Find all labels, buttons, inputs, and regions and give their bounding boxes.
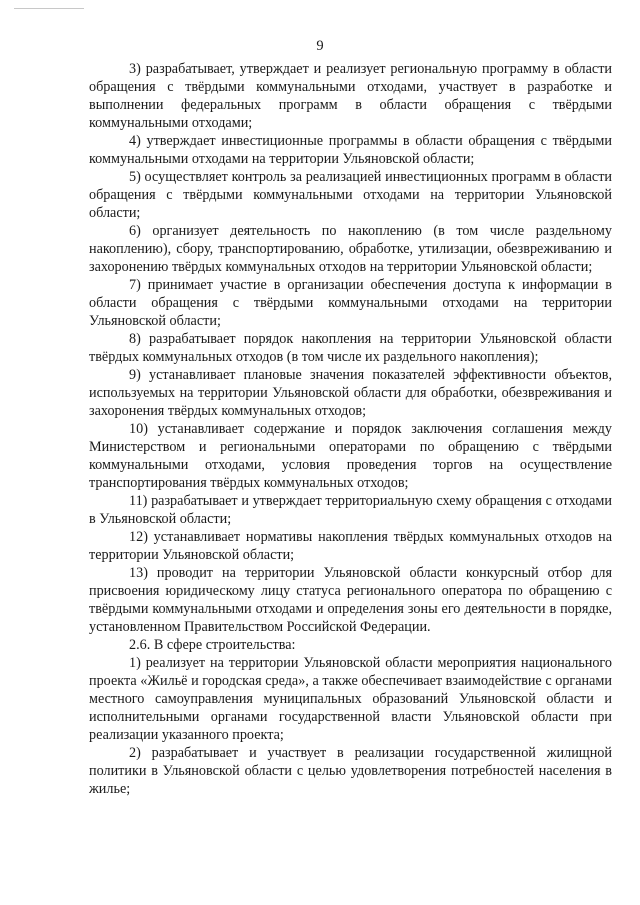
list-item: 12) устанавливает нормативы накопления твёрдых коммунальных отходов на территории Ульяновской области; xyxy=(89,529,612,563)
list-item: 1) реализует на территории Ульяновской области мероприятия национального проекта «Жильё и городская среда», а также обеспечивает взаимодействие с органами местного самоуправления муниципальных образований Ульяновской области и исполнительными органами государственной власти Ульяновской области при реализации указанного проекта; xyxy=(89,655,612,743)
list-item: 3) разрабатывает, утверждает и реализует региональную программу в области обращения с твёрдыми коммунальными отходами, участвует в разработке и выполнении федеральных программ в области обращения с твёрдыми коммунальными отходами; xyxy=(89,61,612,131)
list-item: 9) устанавливает плановые значения показателей эффективности объектов, используемых на территории Ульяновской области для обработки, обезвреживания и захоронения твёрдых коммунальных отходов; xyxy=(89,367,612,419)
list-item: 6) организует деятельность по накоплению (в том числе раздельному накоплению), сбору, транспортированию, обработке, утилизации, обезвреживанию и захоронению твёрдых коммунальных отходов на территории Ульяновской области; xyxy=(89,223,612,275)
list-item: 8) разрабатывает порядок накопления на территории Ульяновской области твёрдых коммунальных отходов (в том числе их раздельного накопления); xyxy=(89,331,612,365)
scan-mark xyxy=(14,8,84,9)
list-item: 5) осуществляет контроль за реализацией инвестиционных программ в области обращения с твёрдыми коммунальными отходами на территории Ульяновской области; xyxy=(89,169,612,221)
document-body xyxy=(89,60,612,798)
page-number: 9 xyxy=(316,38,324,54)
list-item: 2) разрабатывает и участвует в реализации государственной жилищной политики в Ульяновской области с целью удовлетворения потребностей населения в жилье; xyxy=(89,745,612,797)
list-item: 11) разрабатывает и утверждает территориальную схему обращения с отходами в Ульяновской области; xyxy=(89,493,612,527)
list-item: 7) принимает участие в организации обеспечения доступа к информации в области обращения с твёрдыми коммунальными отходами на территории Ульяновской области; xyxy=(89,277,612,329)
list-item: 13) проводит на территории Ульяновской области конкурсный отбор для присвоения юридическому лицу статуса регионального оператора по обращению с твёрдыми коммунальными отходами и определения зоны его деятельности в порядке, установленном Правительством Российской Федерации. xyxy=(89,565,612,635)
section-heading: 2.6. В сфере строительства: xyxy=(129,637,296,653)
list-item: 10) устанавливает содержание и порядок заключения соглашения между Министерством и региональными операторами по обращению с твёрдыми коммунальными отходами, условия проведения торгов на осуществление транспортирования твёрдых коммунальных отходов; xyxy=(89,421,612,491)
list-item: 4) утверждает инвестиционные программы в области обращения с твёрдыми коммунальными отходами на территории Ульяновской области; xyxy=(89,133,612,167)
